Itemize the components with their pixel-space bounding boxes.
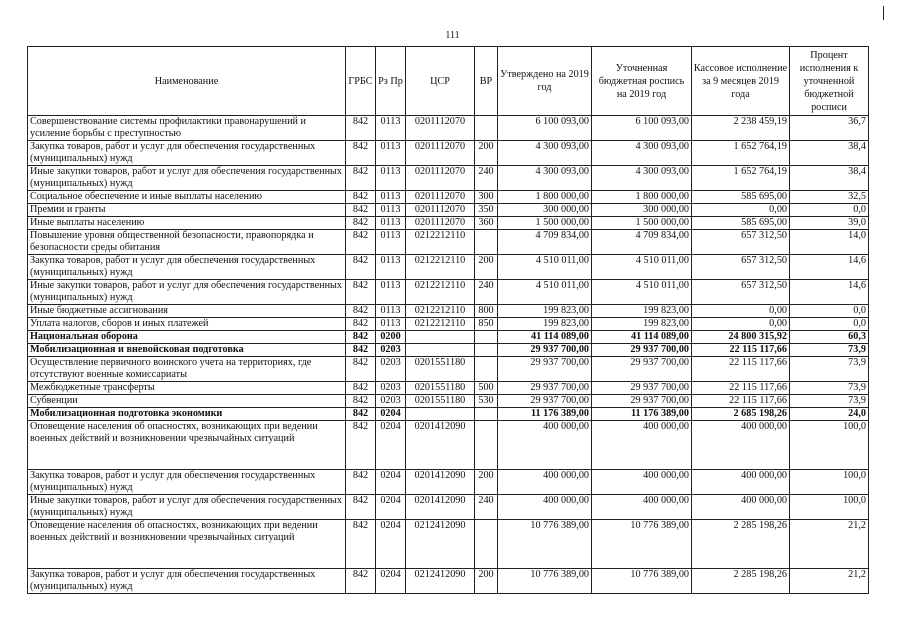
cell-refined: 4 709 834,00 xyxy=(592,230,692,255)
cell-grbs: 842 xyxy=(346,217,376,230)
cell-refined: 1 800 000,00 xyxy=(592,191,692,204)
cell-refined: 10 776 389,00 xyxy=(592,569,692,594)
table-row xyxy=(28,191,869,204)
cell-csr: 0201551180 xyxy=(406,395,475,408)
table-row xyxy=(28,141,869,166)
cell-percent: 100,0 xyxy=(790,421,869,470)
cell-name: Закупка товаров, работ и услуг для обеспечения государственных (муниципальных) нужд xyxy=(28,470,346,495)
table-row xyxy=(28,318,869,331)
cell-csr: 0212212110 xyxy=(406,280,475,305)
cell-percent: 14,6 xyxy=(790,255,869,280)
table-row xyxy=(28,217,869,230)
cell-csr: 0212212110 xyxy=(406,318,475,331)
cell-cash: 1 652 764,19 xyxy=(692,166,790,191)
cell-approved: 29 937 700,00 xyxy=(498,395,592,408)
cell-csr: 0201112070 xyxy=(406,204,475,217)
cell-csr: 0201551180 xyxy=(406,357,475,382)
cell-vr: 360 xyxy=(475,217,498,230)
cell-grbs: 842 xyxy=(346,166,376,191)
cell-approved: 29 937 700,00 xyxy=(498,344,592,357)
cell-cash: 22 115 117,66 xyxy=(692,395,790,408)
cell-approved: 1 800 000,00 xyxy=(498,191,592,204)
cell-rzpr: 0113 xyxy=(376,141,406,166)
cell-refined: 199 823,00 xyxy=(592,318,692,331)
cell-csr: 0201112070 xyxy=(406,217,475,230)
cell-cash: 1 652 764,19 xyxy=(692,141,790,166)
cell-approved: 41 114 089,00 xyxy=(498,331,592,344)
table-body xyxy=(28,116,869,594)
cell-vr: 200 xyxy=(475,255,498,280)
cell-vr xyxy=(475,230,498,255)
cell-rzpr: 0113 xyxy=(376,318,406,331)
cell-csr: 0212212110 xyxy=(406,255,475,280)
cell-cash: 2 285 198,26 xyxy=(692,520,790,569)
cell-percent: 38,4 xyxy=(790,166,869,191)
cell-grbs: 842 xyxy=(346,141,376,166)
cell-refined: 10 776 389,00 xyxy=(592,520,692,569)
cell-cash: 0,00 xyxy=(692,305,790,318)
cell-cash: 24 800 315,92 xyxy=(692,331,790,344)
cell-rzpr: 0204 xyxy=(376,495,406,520)
cell-name: Субвенции xyxy=(28,395,346,408)
cell-approved: 4 510 011,00 xyxy=(498,255,592,280)
cell-csr: 0212412090 xyxy=(406,569,475,594)
cell-approved: 199 823,00 xyxy=(498,318,592,331)
table-row xyxy=(28,280,869,305)
cell-grbs: 842 xyxy=(346,191,376,204)
cell-approved: 4 300 093,00 xyxy=(498,141,592,166)
cell-csr xyxy=(406,408,475,421)
cell-rzpr: 0113 xyxy=(376,280,406,305)
cell-rzpr: 0113 xyxy=(376,116,406,141)
cell-grbs: 842 xyxy=(346,230,376,255)
cell-name: Мобилизационная и вневойсковая подготовка xyxy=(28,344,346,357)
table-row xyxy=(28,331,869,344)
cell-percent: 32,5 xyxy=(790,191,869,204)
cell-percent: 0,0 xyxy=(790,318,869,331)
cell-approved: 10 776 389,00 xyxy=(498,569,592,594)
header-cash: Кассовое исполнение за 9 месяцев 2019 года xyxy=(692,47,790,116)
cell-vr: 500 xyxy=(475,382,498,395)
cell-vr: 200 xyxy=(475,569,498,594)
cell-approved: 11 176 389,00 xyxy=(498,408,592,421)
cell-name: Иные бюджетные ассигнования xyxy=(28,305,346,318)
cell-name: Премии и гранты xyxy=(28,204,346,217)
cell-name: Иные закупки товаров, работ и услуг для обеспечения государственных (муниципальных) нужд xyxy=(28,495,346,520)
cell-rzpr: 0204 xyxy=(376,408,406,421)
header-vr: ВР xyxy=(475,47,498,116)
cell-refined: 29 937 700,00 xyxy=(592,357,692,382)
cell-rzpr: 0113 xyxy=(376,305,406,318)
cell-grbs: 842 xyxy=(346,280,376,305)
cell-name: Оповещение населения об опасностях, возникающих при ведении военных действий и возникновении чрезвычайных ситуаций xyxy=(28,421,346,470)
cell-approved: 1 500 000,00 xyxy=(498,217,592,230)
cell-refined: 4 300 093,00 xyxy=(592,141,692,166)
cell-rzpr: 0203 xyxy=(376,382,406,395)
cell-refined: 41 114 089,00 xyxy=(592,331,692,344)
cell-name: Мобилизационная подготовка экономики xyxy=(28,408,346,421)
cell-name: Социальное обеспечение и иные выплаты населению xyxy=(28,191,346,204)
cell-approved: 300 000,00 xyxy=(498,204,592,217)
cell-approved: 29 937 700,00 xyxy=(498,382,592,395)
cell-approved: 6 100 093,00 xyxy=(498,116,592,141)
cell-vr xyxy=(475,357,498,382)
cell-csr: 0201412090 xyxy=(406,421,475,470)
cell-rzpr: 0203 xyxy=(376,344,406,357)
cell-vr: 240 xyxy=(475,280,498,305)
cell-refined: 11 176 389,00 xyxy=(592,408,692,421)
cell-name: Повышение уровня общественной безопасности, правопорядка и безопасности среды обитания xyxy=(28,230,346,255)
cell-name: Закупка товаров, работ и услуг для обеспечения государственных (муниципальных) нужд xyxy=(28,255,346,280)
cell-vr: 200 xyxy=(475,141,498,166)
table-row xyxy=(28,382,869,395)
cell-name: Иные закупки товаров, работ и услуг для обеспечения государственных (муниципальных) нужд xyxy=(28,280,346,305)
cell-refined: 1 500 000,00 xyxy=(592,217,692,230)
cell-cash: 585 695,00 xyxy=(692,217,790,230)
cell-approved: 199 823,00 xyxy=(498,305,592,318)
cell-name: Совершенствование системы профилактики правонарушений и усиление борьбы с преступностью xyxy=(28,116,346,141)
cell-cash: 400 000,00 xyxy=(692,495,790,520)
cell-name: Иные закупки товаров, работ и услуг для обеспечения государственных (муниципальных) нужд xyxy=(28,166,346,191)
table-row xyxy=(28,305,869,318)
cell-percent: 73,9 xyxy=(790,382,869,395)
cell-approved: 4 709 834,00 xyxy=(498,230,592,255)
cell-refined: 29 937 700,00 xyxy=(592,382,692,395)
cell-grbs: 842 xyxy=(346,116,376,141)
cell-percent: 73,9 xyxy=(790,395,869,408)
cell-vr xyxy=(475,331,498,344)
cell-rzpr: 0113 xyxy=(376,166,406,191)
cell-csr: 0212212110 xyxy=(406,305,475,318)
table-row xyxy=(28,166,869,191)
cell-grbs: 842 xyxy=(346,255,376,280)
cell-approved: 4 510 011,00 xyxy=(498,280,592,305)
cell-csr xyxy=(406,331,475,344)
cell-csr xyxy=(406,344,475,357)
header-csr: ЦСР xyxy=(406,47,475,116)
header-refined: Уточненная бюджетная роспись на 2019 год xyxy=(592,47,692,116)
cell-grbs: 842 xyxy=(346,204,376,217)
table-row xyxy=(28,470,869,495)
table-row xyxy=(28,395,869,408)
cell-name: Закупка товаров, работ и услуг для обеспечения государственных (муниципальных) нужд xyxy=(28,569,346,594)
cell-grbs: 842 xyxy=(346,331,376,344)
cell-csr: 0201551180 xyxy=(406,382,475,395)
cell-grbs: 842 xyxy=(346,344,376,357)
table-row xyxy=(28,204,869,217)
cell-cash: 585 695,00 xyxy=(692,191,790,204)
cell-cash: 22 115 117,66 xyxy=(692,357,790,382)
table-row xyxy=(28,230,869,255)
page-number: 111 xyxy=(445,30,460,41)
cell-rzpr: 0200 xyxy=(376,331,406,344)
cell-vr: 240 xyxy=(475,495,498,520)
cell-vr xyxy=(475,408,498,421)
cell-percent: 0,0 xyxy=(790,305,869,318)
cell-cash: 2 285 198,26 xyxy=(692,569,790,594)
cell-csr: 0212412090 xyxy=(406,520,475,569)
cell-approved: 400 000,00 xyxy=(498,470,592,495)
cell-name: Закупка товаров, работ и услуг для обеспечения государственных (муниципальных) нужд xyxy=(28,141,346,166)
cell-approved: 4 300 093,00 xyxy=(498,166,592,191)
cell-refined: 199 823,00 xyxy=(592,305,692,318)
cell-cash: 0,00 xyxy=(692,204,790,217)
cell-refined: 400 000,00 xyxy=(592,470,692,495)
cell-csr: 0212212110 xyxy=(406,230,475,255)
cell-rzpr: 0203 xyxy=(376,357,406,382)
cell-rzpr: 0204 xyxy=(376,421,406,470)
cell-percent: 36,7 xyxy=(790,116,869,141)
cell-percent: 60,3 xyxy=(790,331,869,344)
cell-grbs: 842 xyxy=(346,305,376,318)
cell-refined: 400 000,00 xyxy=(592,421,692,470)
header-percent: Процент исполнения к уточненной бюджетной росписи xyxy=(790,47,869,116)
cell-grbs: 842 xyxy=(346,408,376,421)
table-row xyxy=(28,408,869,421)
cell-percent: 100,0 xyxy=(790,495,869,520)
cell-cash: 657 312,50 xyxy=(692,255,790,280)
table-row xyxy=(28,357,869,382)
cell-cash: 400 000,00 xyxy=(692,421,790,470)
cell-cash: 657 312,50 xyxy=(692,230,790,255)
cell-approved: 400 000,00 xyxy=(498,421,592,470)
cell-refined: 29 937 700,00 xyxy=(592,395,692,408)
cell-cash: 400 000,00 xyxy=(692,470,790,495)
cell-name: Иные выплаты населению xyxy=(28,217,346,230)
cell-name: Уплата налогов, сборов и иных платежей xyxy=(28,318,346,331)
header-rzpr: Рз Пр xyxy=(376,47,406,116)
table-row xyxy=(28,116,869,141)
table-row xyxy=(28,520,869,569)
cell-grbs: 842 xyxy=(346,495,376,520)
cell-refined: 400 000,00 xyxy=(592,495,692,520)
header-name: Наименование xyxy=(28,47,346,116)
cell-rzpr: 0113 xyxy=(376,230,406,255)
cell-percent: 21,2 xyxy=(790,569,869,594)
cell-cash: 2 238 459,19 xyxy=(692,116,790,141)
cell-approved: 29 937 700,00 xyxy=(498,357,592,382)
cell-grbs: 842 xyxy=(346,395,376,408)
cell-rzpr: 0113 xyxy=(376,191,406,204)
cell-vr: 350 xyxy=(475,204,498,217)
cell-refined: 29 937 700,00 xyxy=(592,344,692,357)
cell-name: Межбюджетные трансферты xyxy=(28,382,346,395)
cell-grbs: 842 xyxy=(346,470,376,495)
cell-vr: 300 xyxy=(475,191,498,204)
cell-rzpr: 0113 xyxy=(376,204,406,217)
cell-vr: 200 xyxy=(475,470,498,495)
cell-grbs: 842 xyxy=(346,318,376,331)
cell-approved: 10 776 389,00 xyxy=(498,520,592,569)
cell-vr: 850 xyxy=(475,318,498,331)
cell-csr: 0201412090 xyxy=(406,495,475,520)
header-grbs: ГРБС xyxy=(346,47,376,116)
cell-grbs: 842 xyxy=(346,421,376,470)
cell-refined: 6 100 093,00 xyxy=(592,116,692,141)
cell-csr: 0201412090 xyxy=(406,470,475,495)
cell-percent: 100,0 xyxy=(790,470,869,495)
cell-cash: 2 685 198,26 xyxy=(692,408,790,421)
cell-percent: 21,2 xyxy=(790,520,869,569)
cell-cash: 22 115 117,66 xyxy=(692,382,790,395)
cell-refined: 300 000,00 xyxy=(592,204,692,217)
cell-refined: 4 300 093,00 xyxy=(592,166,692,191)
table-row xyxy=(28,255,869,280)
cell-grbs: 842 xyxy=(346,520,376,569)
cell-approved: 400 000,00 xyxy=(498,495,592,520)
cell-name: Национальная оборона xyxy=(28,331,346,344)
cell-vr: 530 xyxy=(475,395,498,408)
cell-vr xyxy=(475,520,498,569)
cell-rzpr: 0113 xyxy=(376,217,406,230)
cell-rzpr: 0204 xyxy=(376,520,406,569)
cell-csr: 0201112070 xyxy=(406,191,475,204)
table-header-row xyxy=(28,47,869,116)
cell-refined: 4 510 011,00 xyxy=(592,280,692,305)
cell-grbs: 842 xyxy=(346,569,376,594)
cell-name: Осуществление первичного воинского учета на территориях, где отсутствуют военные комиссариаты xyxy=(28,357,346,382)
cell-vr: 240 xyxy=(475,166,498,191)
header-approved: Утверждено на 2019 год xyxy=(498,47,592,116)
cell-grbs: 842 xyxy=(346,382,376,395)
cell-name: Оповещение населения об опасностях, возникающих при ведении военных действий и возникновении чрезвычайных ситуаций xyxy=(28,520,346,569)
cell-rzpr: 0204 xyxy=(376,569,406,594)
cell-csr: 0201112070 xyxy=(406,141,475,166)
table-row xyxy=(28,421,869,470)
cell-refined: 4 510 011,00 xyxy=(592,255,692,280)
cell-cash: 657 312,50 xyxy=(692,280,790,305)
cell-percent: 73,9 xyxy=(790,344,869,357)
cell-rzpr: 0203 xyxy=(376,395,406,408)
cell-cash: 0,00 xyxy=(692,318,790,331)
cell-percent: 38,4 xyxy=(790,141,869,166)
cell-percent: 0,0 xyxy=(790,204,869,217)
cell-vr: 800 xyxy=(475,305,498,318)
cell-vr xyxy=(475,421,498,470)
cell-percent: 14,0 xyxy=(790,230,869,255)
cell-rzpr: 0204 xyxy=(376,470,406,495)
cell-csr: 0201112070 xyxy=(406,116,475,141)
scan-edge-mark xyxy=(883,6,884,20)
table-row xyxy=(28,569,869,594)
cell-percent: 14,6 xyxy=(790,280,869,305)
cell-grbs: 842 xyxy=(346,357,376,382)
cell-percent: 73,9 xyxy=(790,357,869,382)
table-row xyxy=(28,495,869,520)
budget-execution-table xyxy=(27,46,869,594)
cell-percent: 24,0 xyxy=(790,408,869,421)
cell-cash: 22 115 117,66 xyxy=(692,344,790,357)
cell-vr xyxy=(475,344,498,357)
cell-csr: 0201112070 xyxy=(406,166,475,191)
table-row xyxy=(28,344,869,357)
cell-percent: 39,0 xyxy=(790,217,869,230)
cell-vr xyxy=(475,116,498,141)
cell-rzpr: 0113 xyxy=(376,255,406,280)
